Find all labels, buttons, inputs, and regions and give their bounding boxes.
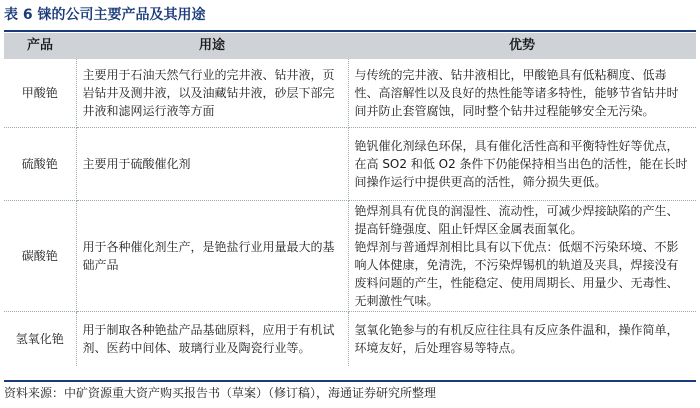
advantage-text: 铯焊剂与普通焊剂相比具有以下优点：低烟不污染环境、不影响人体健康，免清洗，不污染焊锡机的轨道及夹具，焊接没有废料问题的产生，性能稳定、使用周期长、用量少、无毒性、无刺激性气味。 <box>354 239 679 308</box>
advantage-text: 氢氧化铯参与的有机反应往往具有反应条件温和，操作简单，环境友好，后处理容易等特点。 <box>354 322 679 355</box>
product-cell: 碳酸铯 <box>4 200 76 311</box>
header-use: 用途 <box>76 33 348 59</box>
product-cell: 甲酸铯 <box>4 59 76 127</box>
advantage-cell <box>348 59 696 127</box>
table-row <box>4 127 696 200</box>
header-row <box>4 33 696 59</box>
table-row <box>4 311 696 366</box>
advantage-text: 与传统的完井液、钻井液相比，甲酸铯具有低粘稠度、低毒性、高溶解性以及良好的热性能等诸多特性，能够节省钻井时间并防止套管腐蚀，同时整个钻井过程能够安全无污染。 <box>354 67 679 118</box>
use-cell: 用于制取各种铯盐产品基础原料，应用于有机试剂、医药中间体、玻璃行业及陶瓷行业等。 <box>76 311 348 366</box>
use-cell: 主要用于硫酸催化剂 <box>76 127 348 200</box>
table-row <box>4 59 696 127</box>
table-row <box>4 200 696 311</box>
table-title: 表 6 铼的公司主要产品及其用途 <box>4 7 206 23</box>
advantage-text: 铯焊剂具有优良的润湿性、流动性，可减少焊接缺陷的产生、提高钎缝强度、阻止钎焊区金属表面氧化。 <box>354 203 679 236</box>
use-cell: 用于各种催化剂生产，是铯盐行业用量最大的基础产品 <box>76 200 348 311</box>
products-table <box>4 33 696 366</box>
advantage-cell <box>348 311 696 366</box>
advantage-cell <box>348 200 696 311</box>
header-advantage: 优势 <box>348 33 696 59</box>
bottom-rule <box>4 380 696 382</box>
product-cell: 氢氧化铯 <box>4 311 76 366</box>
header-product: 产品 <box>4 33 76 59</box>
advantage-text: 铯钒催化剂绿色环保，具有催化活性高和平衡特性好等优点，在高 SO2 和低 O2 条件下仍能保持相当出色的活性，能在长时间操作运行中提供更高的活性，筛分损失更低。 <box>354 138 688 189</box>
top-rule <box>4 30 696 32</box>
use-cell: 主要用于石油天然气行业的完井液、钻井液，页岩钻井及测井液，以及油藏钻井液，砂层下部完井液和滤网运行液等方面 <box>76 59 348 127</box>
advantage-cell <box>348 127 696 200</box>
source-note: 资料来源：中矿资源重大资产购买报告书（草案）（修订稿），海通证券研究所整理 <box>4 386 437 400</box>
product-cell: 硫酸铯 <box>4 127 76 200</box>
